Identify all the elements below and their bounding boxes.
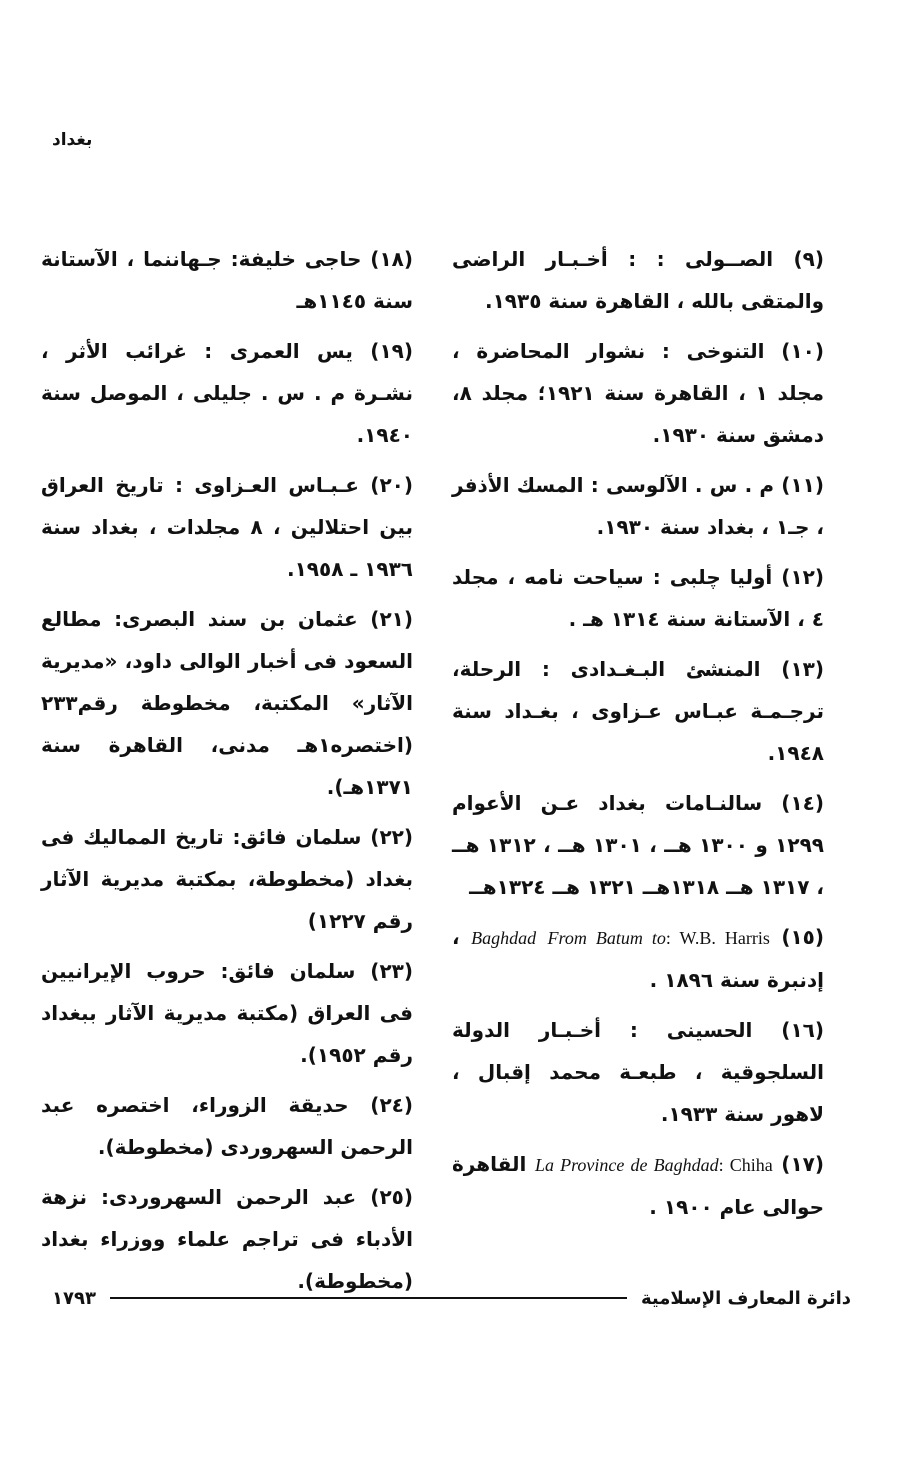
entry-17-latin-author: : Chiha: [718, 1155, 773, 1175]
bibliography-entry-23: (٢٣) سلمان فائق: حروب الإيرانيين فى العراق (مكتبة مديرية الآثار ببغداد رقم ١٩٥٢).: [41, 959, 413, 1067]
bibliography-entry-20: (٢٠) عـبـاس العـزاوى : تاريخ العراق بين احتلالين ، ٨ مجلدات ، بغداد سنة ١٩٣٦ ـ ١٩٥٨.: [41, 473, 413, 581]
right-column: [452, 238, 824, 1236]
bibliography-entry-14: (١٤) سالنـامات بغداد عـن الأعوام ١٢٩٩ و ١٣٠٠ هــ ، ١٣٠١ هــ ، ١٣١٢ هــ ، ١٣١٧ هــ ١٣١٨هــ ١٣٢١ هــ ١٣٢٤هــ: [452, 791, 824, 899]
bibliography-entry-19: (١٩) يس العمرى : غرائب الأثر ، نشـرة م . س . جليلى ، الموصل سنة ١٩٤٠.: [41, 339, 413, 447]
left-column: [41, 238, 413, 1310]
bibliography-entry-11: (١١) م . س . الآلوسى : المسك الأذفر ، جـ١ ، بغداد سنة ١٩٣٠.: [452, 473, 824, 539]
bibliography-entry-21: (٢١) عثمان بن سند البصرى: مطالع السعود فى أخبار الوالى داود، «مديرية الآثار» المكتبة، مخطوطة رقم٢٣٣ (اختصره١هـ مدنى، القاهرة سنة ١٣٧١هـ).: [41, 607, 413, 799]
entry-15-latin-place: Baghdad: [471, 928, 537, 948]
entry-15-arabic: ، إدنبرة سنة ١٨٩٦ .: [452, 925, 824, 992]
bibliography-entry-13: (١٣) المنشئ البـغـدادى : الرحلة، ترجـمـة عبـاس عـزاوى ، بغـداد سنة ١٩٤٨.: [452, 657, 824, 765]
bibliography-entry-25: (٢٥) عبد الرحمن السهروردى: نزهة الأدباء فى تراجم علماء ووزراء بغداد (مخطوطة).: [41, 1185, 413, 1293]
bibliography-entry-9: (٩) الصــولى : : أخـبـار الراضى والمتقى بالله ، القاهرة سنة ١٩٣٥.: [452, 247, 824, 313]
bibliography-entry-17: [452, 1143, 824, 1228]
entry-17-number: (١٧): [781, 1152, 824, 1176]
entry-15-latin-author: : W.B. Harris: [665, 928, 770, 948]
entry-15-latin-title: From Batum to: [547, 928, 666, 948]
bibliography-entry-12: (١٢) أوليا چلبى : سياحت نامه ، مجلد ٤ ، الآستانة سنة ١٣١٤ هـ .: [452, 565, 824, 631]
bibliography-entry-15: [452, 916, 824, 1001]
page-number: ١٧٩٣: [52, 1287, 96, 1309]
entry-17-latin-title: La Province de Baghdad: [534, 1155, 719, 1175]
entry-17-arabic: القاهرة حوالى عام ١٩٠٠ .: [452, 1152, 824, 1219]
running-head: بغداد: [52, 130, 93, 150]
entry-15-number: (١٥): [781, 925, 825, 949]
bibliography-entry-24: (٢٤) حديقة الزوراء، اختصره عبد الرحمن السهروردى (مخطوطة).: [41, 1093, 413, 1159]
page-footer: [52, 1283, 851, 1313]
bibliography-entry-18: (١٨) حاجى خليفة: جـهاننما ، الآستانة سنة ١١٤٥هـ: [41, 247, 413, 313]
bibliography-entry-16: (١٦) الحسينى : أخـبـار الدولة السلجوقية ، طبعـة محمد إقبال ، لاهور سنة ١٩٣٣.: [452, 1018, 824, 1126]
footer-rule: [110, 1297, 627, 1299]
bibliography-entry-22: (٢٢) سلمان فائق: تاريخ المماليك فى بغداد (مخطوطة، بمكتبة مديرية الآثار رقم ١٢٢٧): [41, 825, 413, 933]
footer-encyclopedia-title: دائرة المعارف الإسلامية: [640, 1287, 851, 1309]
bibliography-entry-10: (١٠) التنوخى : نشوار المحاضرة ، مجلد ١ ، القاهرة سنة ١٩٢١؛ مجلد ٨، دمشق سنة ١٩٣٠.: [452, 339, 824, 447]
